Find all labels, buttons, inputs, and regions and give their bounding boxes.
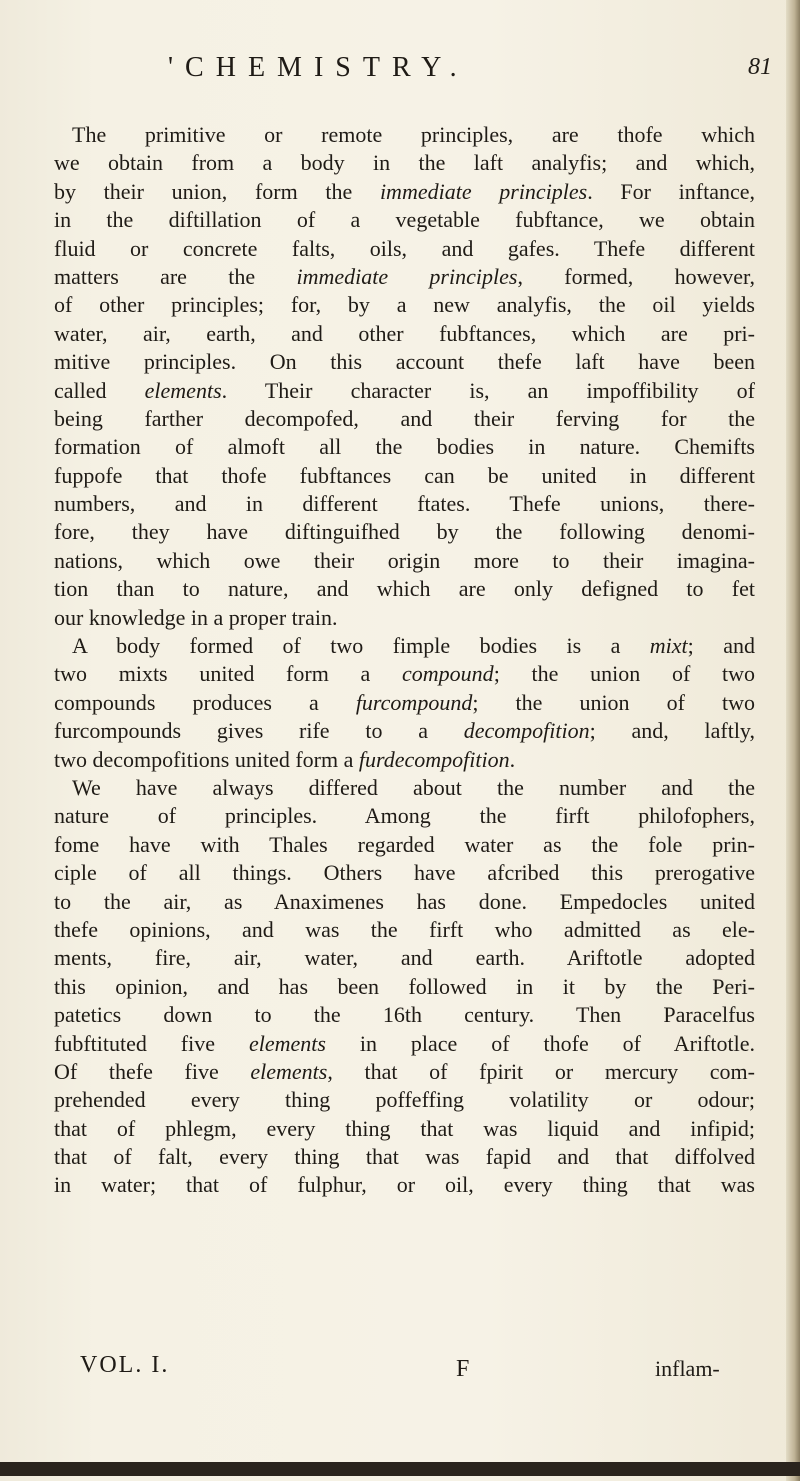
text-line: by their union, form the immediate principles. For inftance, [54, 178, 755, 204]
text-line: that of phlegm, every thing that was liquid and infipid; [54, 1115, 755, 1141]
text-line: The primitive or remote principles, are thofe which [72, 122, 755, 147]
text-line: tion than to nature, and which are only defigned to fet [54, 576, 755, 602]
page-edge-shadow [786, 0, 800, 1481]
text-line: formation of almoft all the bodies in nature. Chemifts [54, 434, 755, 460]
bottom-binding-edge [0, 1462, 800, 1476]
signature-mark: F [456, 1356, 470, 1382]
text-line: to the air, as Anaximenes has done. Empedocles united [54, 888, 755, 914]
page-number: 81 [748, 54, 772, 80]
text-line: numbers, and in different ftates. Thefe unions, there- [54, 491, 755, 517]
text-line: water, air, earth, and other fubftances, which are pri- [54, 320, 755, 346]
text-line: thefe opinions, and was the firft who admitted as ele- [54, 916, 755, 942]
text-line: ciple of all things. Others have afcribed this prerogative [54, 860, 755, 886]
text-line: this opinion, and has been followed in it by the Peri- [54, 973, 755, 999]
text-line: matters are the immediate principles, formed, however, [54, 263, 755, 289]
text-line: fluid or concrete falts, oils, and gafes. Thefe different [54, 235, 755, 261]
text-line: our knowledge in a proper train. [54, 604, 338, 630]
text-line: that of falt, every thing that was fapid and that diffolved [54, 1144, 755, 1170]
text-line: Of thefe five elements, that of fpirit or mercury com- [54, 1058, 755, 1084]
text-line: fome have with Thales regarded water as the fole prin- [54, 831, 755, 857]
text-line: called elements. Their character is, an impoffibility of [54, 377, 755, 403]
text-line: mitive principles. On this account thefe laft have been [54, 349, 755, 375]
page-footer [0, 1352, 800, 1382]
running-head [0, 52, 800, 86]
text-line: A body formed of two fimple bodies is a mixt; and [72, 633, 755, 659]
text-line: nations, which owe their origin more to their imagina- [54, 547, 755, 573]
text-line: two decompofitions united form a furdecompofition. [54, 746, 516, 772]
text-line: patetics down to the 16th century. Then Paracelfus [54, 1002, 755, 1028]
text-line: being farther decompofed, and their ferving for the [54, 405, 755, 431]
text-line: fubftituted five elements in place of thofe of Ariftotle. [54, 1030, 755, 1056]
text-line: We have always differed about the number and the [72, 774, 755, 800]
volume-signature: VOL. I. [80, 1352, 170, 1378]
text-line: in water; that of fulphur, or oil, every thing that was [54, 1172, 755, 1198]
text-line: nature of principles. Among the firft philofophers, [54, 803, 755, 829]
text-line: ments, fire, air, water, and earth. Ariftotle adopted [54, 945, 755, 971]
text-line: prehended every thing poffeffing volatility or odour; [54, 1087, 755, 1113]
text-line: of other principles; for, by a new analyfis, the oil yields [54, 292, 755, 318]
text-line: fore, they have diftinguifhed by the following denomi- [54, 519, 755, 545]
catchword: inflam- [655, 1356, 720, 1381]
text-line: in the diftillation of a vegetable fubftance, we obtain [54, 207, 755, 233]
running-head-title: 'CHEMISTRY. [168, 52, 469, 83]
text-line: compounds produces a furcompound; the union of two [54, 689, 755, 715]
text-line: furcompounds gives rife to a decompofition; and, laftly, [54, 718, 755, 744]
text-line: we obtain from a body in the laft analyfis; and which, [54, 150, 755, 176]
body-text [54, 121, 755, 1200]
text-line: two mixts united form a compound; the union of two [54, 661, 755, 687]
text-line: fuppofe that thofe fubftances can be united in different [54, 462, 755, 488]
